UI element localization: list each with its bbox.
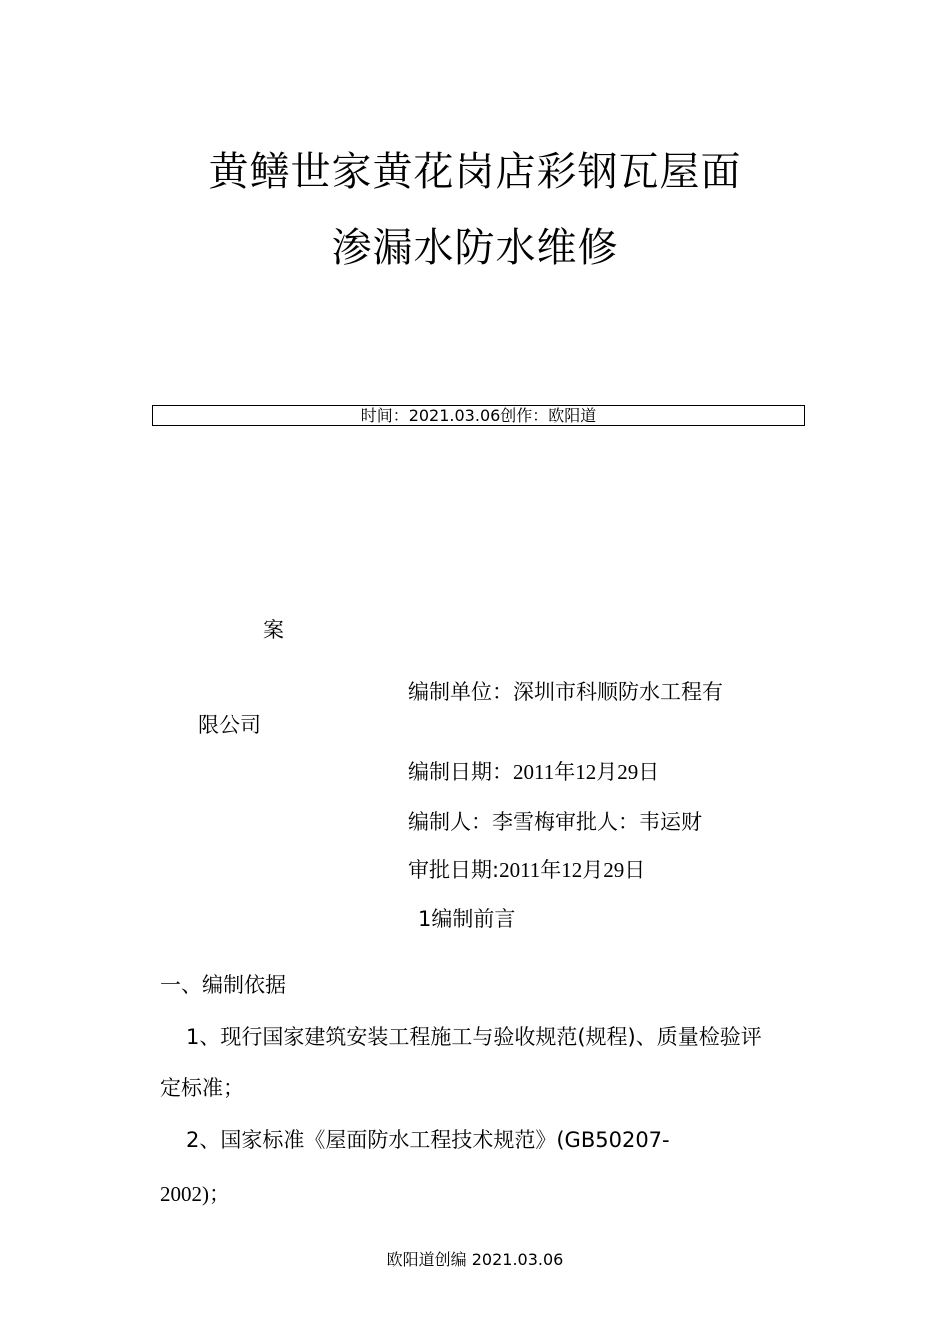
approval-date [408, 856, 645, 884]
compiling-unit-line-1: 编制单位：深圳市科顺防水工程有 [408, 680, 723, 704]
basis-item-1-line-1: 1、现行国家建筑安装工程施工与验收规范(规程)、质量检验评 [186, 1025, 762, 1049]
page-footer: 欧阳道创编 2021.03.06 [386, 1250, 564, 1269]
compiling-unit-line-2: 限公司 [198, 713, 261, 737]
basis-heading: 一、编制依据 [160, 973, 286, 997]
compiling-date-value: 2011年12月29日 [513, 760, 660, 784]
approval-date-label: 审批日期: [408, 858, 500, 882]
compiling-date [408, 758, 659, 786]
compiling-date-label: 编制日期： [408, 760, 513, 784]
title-fragment: 案 [263, 618, 284, 642]
document-title-line-1: 黄鳝世家黄花岗店彩钢瓦屋面 [208, 149, 742, 195]
approval-date-value: 2011年12月29日 [499, 858, 646, 882]
basis-item-2-line-1: 2、国家标准《屋面防水工程技术规范》(GB50207- [186, 1128, 670, 1152]
basis-item-1-line-2: 定标准； [160, 1076, 244, 1100]
compiler-approver: 编制人：李雪梅审批人：韦运财 [408, 810, 702, 834]
time-author-box: 时间：2021.03.06创作：欧阳道 [152, 405, 805, 426]
basis-item-2-line-2: 2002)； [160, 1182, 230, 1206]
document-title-line-2: 渗漏水防水维修 [331, 225, 619, 271]
section-heading: 1编制前言 [418, 907, 516, 931]
